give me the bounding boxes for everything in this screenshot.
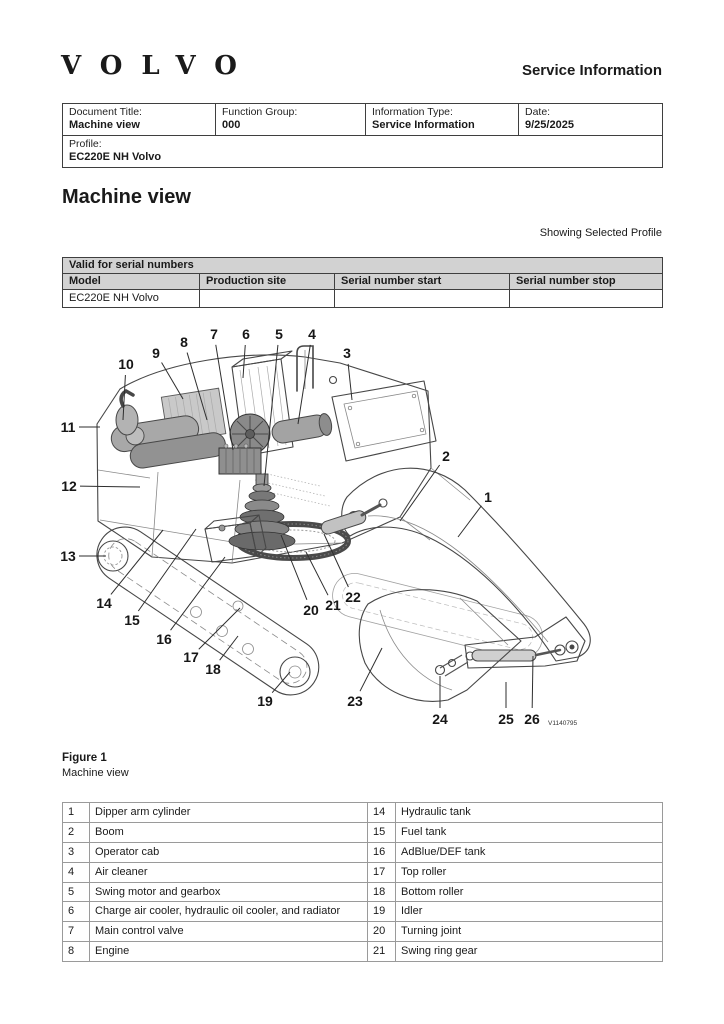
callout-leader-5 xyxy=(264,345,278,486)
function-group-label: Function Group: xyxy=(222,106,298,118)
legend-row xyxy=(63,803,663,823)
callout-number-12: 12 xyxy=(61,478,77,494)
callout-number-26: 26 xyxy=(524,711,540,727)
legend-number: 2 xyxy=(63,822,90,842)
legend-row xyxy=(63,862,663,882)
legend-number: 17 xyxy=(368,862,396,882)
date-label: Date: xyxy=(525,106,551,118)
legend-row xyxy=(63,842,663,862)
legend-label: Hydraulic tank xyxy=(396,803,663,823)
profile-row xyxy=(63,136,663,168)
legend-number: 15 xyxy=(368,822,396,842)
legend-number: 7 xyxy=(63,922,90,942)
information-type-value: Service Information xyxy=(372,119,475,131)
legend-number: 3 xyxy=(63,842,90,862)
col-model: Model xyxy=(63,274,200,290)
callout-number-6: 6 xyxy=(242,326,250,342)
legend-row xyxy=(63,822,663,842)
figure-caption-text: Machine view xyxy=(62,767,129,779)
callout-number-10: 10 xyxy=(118,356,134,372)
profile-value: EC220E NH Volvo xyxy=(69,151,162,163)
document-info-table xyxy=(62,103,663,168)
serial-stop-value xyxy=(510,290,663,308)
legend-number: 19 xyxy=(368,902,396,922)
callout-number-8: 8 xyxy=(180,334,188,350)
figure-caption xyxy=(62,752,129,779)
callout-number-14: 14 xyxy=(96,595,112,611)
callout-number-20: 20 xyxy=(303,602,319,618)
serial-header-row xyxy=(63,274,663,290)
legend-label: Idler xyxy=(396,902,663,922)
callout-leader-12 xyxy=(80,486,140,487)
legend-number: 16 xyxy=(368,842,396,862)
legend-label: Dipper arm cylinder xyxy=(90,803,368,823)
legend-label: Charge air cooler, hydraulic oil cooler, and radiator xyxy=(90,902,368,922)
legend-label: Bottom roller xyxy=(396,882,663,902)
col-production-site: Production site xyxy=(200,274,335,290)
legend-row xyxy=(63,902,663,922)
figure-version-code: V1140795 xyxy=(548,720,578,727)
legend-label: Operator cab xyxy=(90,842,368,862)
callout-number-24: 24 xyxy=(432,711,448,727)
legend-label: Fuel tank xyxy=(396,822,663,842)
callout-number-18: 18 xyxy=(205,661,221,677)
legend-label: Engine xyxy=(90,942,368,962)
page-title: Machine view xyxy=(62,186,191,208)
production-site-value xyxy=(200,290,335,308)
callout-number-21: 21 xyxy=(325,597,341,613)
information-type-label: Information Type: xyxy=(372,106,453,118)
callout-leader-19 xyxy=(272,672,290,693)
callout-leader-15 xyxy=(138,529,196,611)
callout-leader-26 xyxy=(532,656,533,708)
callout-number-13: 13 xyxy=(60,548,76,564)
date-value: 9/25/2025 xyxy=(525,119,574,131)
serial-table-caption: Valid for serial numbers xyxy=(63,258,663,274)
legend-number: 1 xyxy=(63,803,90,823)
legend-number: 6 xyxy=(63,902,90,922)
legend-row xyxy=(63,942,663,962)
col-serial-stop: Serial number stop xyxy=(510,274,663,290)
callout-number-25: 25 xyxy=(498,711,514,727)
callout-leader-18 xyxy=(220,636,238,660)
callout-leader-1 xyxy=(458,506,481,537)
legend-number: 4 xyxy=(63,862,90,882)
callout-number-16: 16 xyxy=(156,631,172,647)
legend-label: Top roller xyxy=(396,862,663,882)
legend-label: Turning joint xyxy=(396,922,663,942)
callout-leader-6 xyxy=(243,345,245,378)
callout-number-19: 19 xyxy=(257,693,273,709)
legend-number: 20 xyxy=(368,922,396,942)
document-type-title: Service Information xyxy=(521,62,662,79)
model-value: EC220E NH Volvo xyxy=(63,290,200,308)
turning-joint-bellows xyxy=(229,474,295,550)
legend-number: 8 xyxy=(63,942,90,962)
boom-cylinder xyxy=(320,499,387,536)
figure-number: Figure 1 xyxy=(62,752,107,764)
callout-number-23: 23 xyxy=(347,693,363,709)
legend-label: Boom xyxy=(90,822,368,842)
callout-leader-17 xyxy=(199,608,240,649)
serial-caption-row xyxy=(63,258,663,274)
callout-number-5: 5 xyxy=(275,326,283,342)
profile-label: Profile: xyxy=(69,138,102,150)
legend-label: Swing motor and gearbox xyxy=(90,882,368,902)
callout-leader-23 xyxy=(360,648,382,691)
serial-start-value xyxy=(335,290,510,308)
callout-number-1: 1 xyxy=(484,489,492,505)
showing-selected-profile-note: Showing Selected Profile xyxy=(539,227,662,239)
callout-number-9: 9 xyxy=(152,345,160,361)
callout-number-17: 17 xyxy=(183,649,199,665)
col-serial-start: Serial number start xyxy=(335,274,510,290)
legend-row xyxy=(63,882,663,902)
air-cleaner xyxy=(270,413,333,445)
callout-number-2: 2 xyxy=(442,448,450,464)
callout-leader-14 xyxy=(111,530,163,594)
legend-number: 14 xyxy=(368,803,396,823)
doc-info-row xyxy=(63,104,663,136)
machine-view-figure xyxy=(0,318,724,748)
callout-number-15: 15 xyxy=(124,612,140,628)
serial-data-row xyxy=(63,290,663,308)
legend-label: Swing ring gear xyxy=(396,942,663,962)
muffler xyxy=(116,391,138,435)
doc-title-value: Machine view xyxy=(69,119,140,131)
legend-row xyxy=(63,922,663,942)
volvo-logo: VOLVO xyxy=(61,51,256,81)
legend-label: Air cleaner xyxy=(90,862,368,882)
serial-numbers-table xyxy=(62,257,663,308)
function-group-value: 000 xyxy=(222,119,241,131)
legend-label: Main control valve xyxy=(90,922,368,942)
doc-title-label: Document Title: xyxy=(69,106,142,118)
callout-leader-2 xyxy=(400,465,440,521)
legend-number: 5 xyxy=(63,882,90,902)
callout-number-4: 4 xyxy=(308,326,316,342)
callout-leader-16 xyxy=(171,557,225,630)
callout-leader-20 xyxy=(281,535,307,600)
figure-legend-table xyxy=(62,802,663,962)
cab-plate xyxy=(330,377,437,462)
callout-number-22: 22 xyxy=(345,589,361,605)
legend-number: 18 xyxy=(368,882,396,902)
main-control-valve xyxy=(219,444,261,474)
callout-number-7: 7 xyxy=(210,326,218,342)
callout-number-11: 11 xyxy=(60,419,76,435)
legend-label: AdBlue/DEF tank xyxy=(396,842,663,862)
legend-number: 21 xyxy=(368,942,396,962)
arm-cylinder xyxy=(472,650,536,661)
callout-number-3: 3 xyxy=(343,345,351,361)
